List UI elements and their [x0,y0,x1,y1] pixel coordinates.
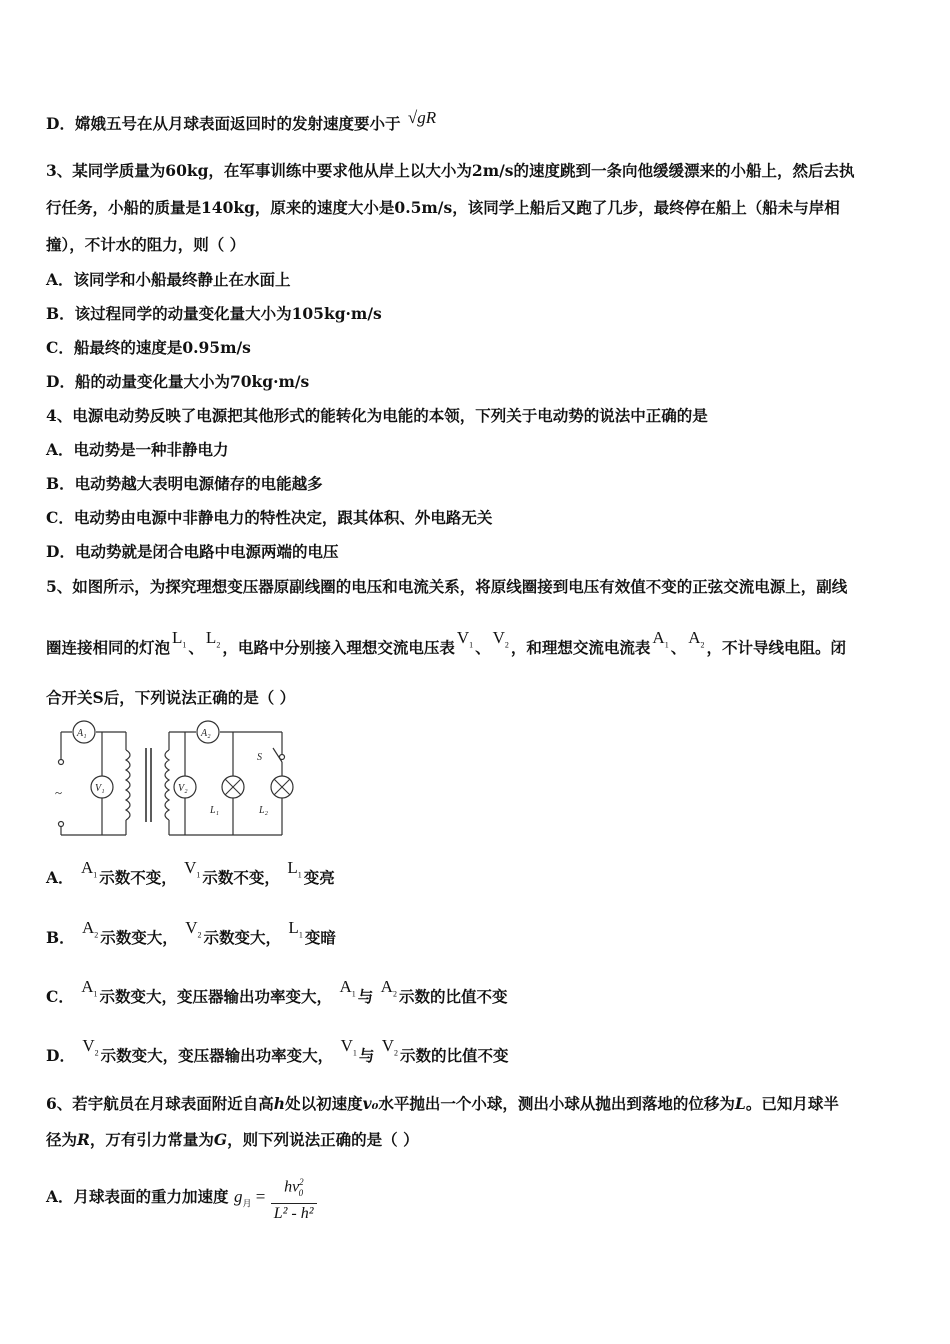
text: 示数不变， [99,868,177,887]
terminal-bottom [59,822,64,827]
text: 示数变大， [203,928,282,947]
q3-stem-line2: 行任务，小船的质量是140kg，原来的速度大小是0.5m/s，该同学上船后又跑了几步，最终停在船上（船未与岸相 [46,198,840,217]
label-v1: V₁ [95,783,105,794]
symbol-a1: $A_1$ [80,858,98,880]
var-h: h [273,1094,286,1113]
symbol-a2: $A_2$ [380,977,397,999]
symbol-v2: $V_2$ [492,628,509,650]
q6-stem-line2 [46,1130,419,1150]
text: 示数的比值不变 [398,987,508,1006]
text: 圈连接相同的灯泡 [46,638,171,657]
q3-stem-line3: 撞），不计水的阻力，则（ ） [46,235,246,254]
denominator: L² - h² [273,1204,314,1222]
text: ，不计导线电阻。闭 [706,638,847,657]
text: 、 [670,638,687,657]
text: 、 [475,638,491,657]
text: ，和理想交流电流表 [510,638,651,657]
var-v0: v₀ [362,1094,379,1113]
q5-option-a [46,858,335,895]
ac-symbol: ~ [55,785,63,800]
text: 示数的比值不变 [400,1046,509,1065]
symbol-l1: $L_1$ [288,918,303,940]
label-a1: A₁ [77,728,87,739]
q4-option-c: C．电动势由电源中非静电力的特性决定，跟其体积、外电路无关 [46,508,493,527]
text: 示数不变， [202,868,280,887]
numerator: $hv^2_0$ [271,1172,317,1204]
label-a2: A₂ [201,728,211,739]
text: 径为 [46,1130,78,1149]
q3-option-a: A．该同学和小船最终静止在水面上 [46,270,291,289]
text: 变亮 [303,868,335,887]
label: C． [46,987,74,1006]
symbol-a2: $A_2$ [82,918,99,940]
text: 示数变大，变压器输出功率变大， [99,987,333,1006]
option-text: A．月球表面的重力加速度 [46,1186,229,1206]
symbol-a2: $A_2$ [688,628,705,650]
symbol-v2: $V_2$ [185,918,202,940]
symbol-a1: $A_1$ [81,977,98,999]
label: B． [46,928,75,947]
label-v2: V₂ [178,783,188,794]
label-l1: L₁ [210,805,220,816]
label-l2: L₂ [259,805,269,816]
text: ，则下列说法正确的是（ ） [227,1130,419,1149]
label: A． [46,868,74,887]
q5-option-d [46,1036,509,1073]
symbol-v2: $V_2$ [82,1036,99,1058]
var-g: G [213,1130,228,1149]
var-r: R [77,1130,90,1149]
q2-option-d [46,108,438,134]
q4-option-d: D．电动势就是闭合电路中电源两端的电压 [46,542,339,561]
text: 变暗 [304,928,336,947]
symbol-l1: $L_1$ [172,628,187,650]
label-s: S [257,752,262,763]
q4-option-b: B．电动势越大表明电源储存的电能越多 [46,474,323,493]
transformer-circuit-diagram [52,720,302,840]
q3-option-b: B．该过程同学的动量变化量大小为105kg·m/s [46,304,382,323]
text: 示数变大，变压器输出功率变大， [100,1046,334,1065]
q6-option-a [46,1172,317,1225]
symbol-a1: $A_1$ [339,977,356,999]
q5-stem-line2 [46,628,847,665]
q5-option-c [46,977,508,1014]
symbol-v1: $V_1$ [184,858,201,880]
q3-stem-line1: 3、某同学质量为60kg，在军事训练中要求他从岸上以大小为2m/s的速度跳到一条向他缓缓漂来的小船上，然后去执 [46,161,855,180]
text: 水平抛出一个小球，测出小球从抛出到落地的位移为 [378,1094,735,1113]
q3-option-d: D．船的动量变化量大小为70kg·m/s [46,372,310,391]
symbol-l2: $L_2$ [205,628,221,650]
q6-stem-line1 [46,1094,839,1114]
text: ，电路中分别接入理想交流电压表 [222,638,455,657]
var-l: L [734,1094,746,1113]
text: 与 [358,1046,375,1065]
symbol-v2: $V_2$ [381,1036,399,1058]
text: 6、若宇航员在月球表面附近自高 [46,1094,274,1113]
option-text: D．嫦娥五号在从月球表面返回时的发射速度要小于 [46,114,401,133]
text: ，万有引力常量为 [89,1130,214,1149]
symbol-v1: $V_1$ [340,1036,357,1058]
formula-lhs: $g_月$ = [233,1186,266,1209]
text: 处以初速度 [285,1094,363,1113]
fraction [271,1172,317,1224]
q5-option-b [46,918,336,955]
sqrt-formula: √gR [407,108,437,127]
terminal-top [59,760,64,765]
text: 与 [357,987,374,1006]
symbol-a1: $A_1$ [652,628,669,650]
q5-stem-line3: 合开关S后，下列说法正确的是（ ） [46,688,296,707]
text: 。已知月球半 [745,1094,839,1113]
q4-option-a: A．电动势是一种非静电力 [46,440,229,459]
text: 、 [188,638,204,657]
switch-contact [280,755,285,760]
symbol-l1: $L_1$ [287,858,302,880]
q5-stem-line1: 5、如图所示，为探究理想变压器原副线圈的电压和电流关系，将原线圈接到电压有效值不变的正弦交流电源上，副线 [46,577,848,596]
symbol-v1: $V_1$ [456,628,474,650]
text: 示数变大， [100,928,178,947]
q3-option-c: C．船最终的速度是0.95m/s [46,338,251,357]
label: D． [46,1046,75,1065]
q4-stem: 4、电源电动势反映了电源把其他形式的能转化为电能的本领，下列关于电动势的说法中正确的是 [46,406,708,425]
